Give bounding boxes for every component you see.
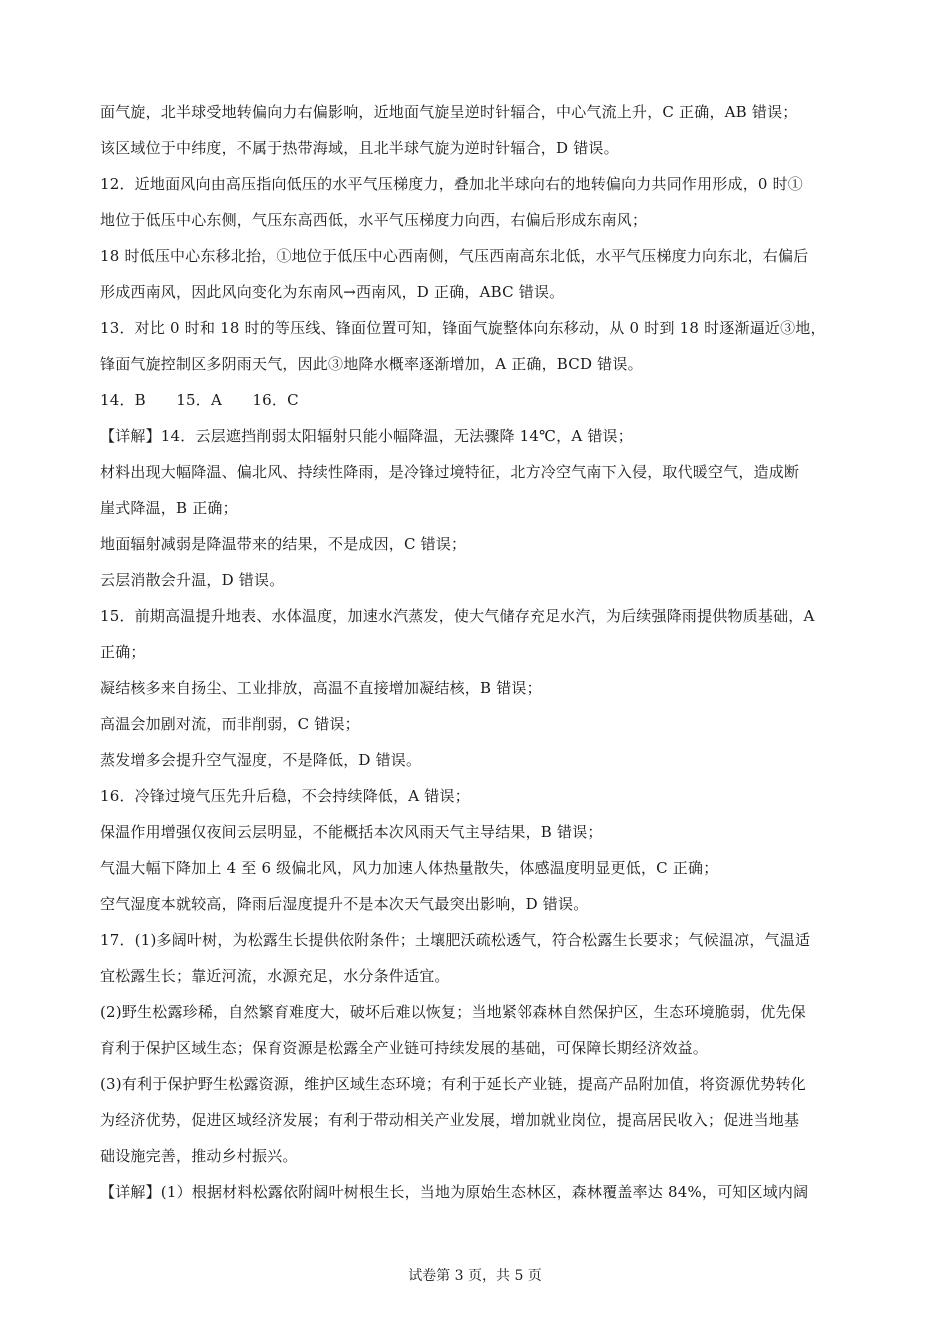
text-line: 地位于低压中心东侧，气压东高西低，水平气压梯度力向西，右偏后形成东南风； xyxy=(100,211,648,229)
text-line: 气温大幅下降加上 4 至 6 级偏北风，风力加速人体热量散失，体感温度明显更低，C 正确； xyxy=(100,859,719,877)
text-line: 形成西南风，因此风向变化为东南风→西南风，D 正确，ABC 错误。 xyxy=(100,283,565,301)
text-line: 地面辐射减弱是降温带来的结果，不是成因，C 错误； xyxy=(100,535,467,553)
text-line: 【详解】(1）根据材料松露依附阔叶树根生长，当地为原始生态林区，森林覆盖率达 84%，可知区域内阔 xyxy=(100,1183,809,1201)
text-line: 宜松露生长；靠近河流，水源充足，水分条件适宜。 xyxy=(100,967,450,985)
text-line: 正确； xyxy=(100,643,146,661)
text-line: 育利于保护区域生态；保育资源是松露全产业链可持续发展的基础，可保障长期经济效益。 xyxy=(100,1039,709,1057)
text-line: 锋面气旋控制区多阴雨天气，因此③地降水概率逐渐增加，A 正确，BCD 错误。 xyxy=(100,355,643,373)
text-line: 材料出现大幅降温、偏北风、持续性降雨，是冷锋过境特征，北方冷空气南下入侵，取代暖空气，造成断 xyxy=(100,463,800,481)
text-line: 12．近地面风向由高压指向低压的水平气压梯度力，叠加北半球向右的地转偏向力共同作用形成，0 时① xyxy=(100,175,804,193)
text-line: 础设施完善，推动乡村振兴。 xyxy=(100,1147,298,1165)
answer-key-line: 14．B 15．A 16．C xyxy=(100,391,299,409)
text-line: 【详解】14．云层遮挡削弱太阳辐射只能小幅降温，无法骤降 14℃，A 错误； xyxy=(100,427,633,445)
text-line: 高温会加剧对流，而非削弱，C 错误； xyxy=(100,715,360,733)
text-line: 为经济优势，促进区域经济发展；有利于带动相关产业发展，增加就业岗位，提高居民收入；促进当地基 xyxy=(100,1111,800,1129)
text-line: 13．对比 0 时和 18 时的等压线、锋面位置可知，锋面气旋整体向东移动，从 0 时到 18 时逐渐逼近③地， xyxy=(100,319,826,337)
text-line: 16．冷锋过境气压先升后稳，不会持续降低，A 错误； xyxy=(100,787,470,805)
text-line: 保温作用增强仅夜间云层明显，不能概括本次风雨天气主导结果，B 错误； xyxy=(100,823,603,841)
answer-text-body xyxy=(100,94,855,1210)
text-line: 云层消散会升温，D 错误。 xyxy=(100,571,285,589)
text-line: (2)野生松露珍稀，自然繁育难度大，破坏后难以恢复；当地紧邻森林自然保护区，生态环境脆弱，优先保 xyxy=(100,1003,806,1021)
text-line: 该区域位于中纬度，不属于热带海域，且北半球气旋为逆时针辐合，D 错误。 xyxy=(100,139,619,157)
text-line: 凝结核多来自扬尘、工业排放，高温不直接增加凝结核，B 错误； xyxy=(100,679,542,697)
text-line: 18 时低压中心东移北抬，①地位于低压中心西南侧，气压西南高东北低，水平气压梯度力向东北，右偏后 xyxy=(100,247,809,265)
text-line: 17．(1)多阔叶树，为松露生长提供依附条件；土壤肥沃疏松透气，符合松露生长要求；气候温凉，气温适 xyxy=(100,931,811,949)
text-line: 空气湿度本就较高，降雨后湿度提升不是本次天气最突出影响，D 错误。 xyxy=(100,895,589,913)
text-line: (3)有利于保护野生松露资源，维护区域生态环境；有利于延长产业链，提高产品附加值，将资源优势转化 xyxy=(100,1075,806,1093)
text-line: 蒸发增多会提升空气湿度，不是降低，D 错误。 xyxy=(100,751,422,769)
text-line: 崖式降温，B 正确； xyxy=(100,499,238,517)
text-line: 15．前期高温提升地表、水体温度，加速水汽蒸发，使大气储存充足水汽，为后续强降雨提供物质基础，A xyxy=(100,607,815,625)
text-line: 面气旋，北半球受地转偏向力右偏影响，近地面气旋呈逆时针辐合，中心气流上升，C 正确，AB 错误； xyxy=(100,103,798,121)
page-footer: 试卷第 3 页，共 5 页 xyxy=(408,1268,542,1284)
